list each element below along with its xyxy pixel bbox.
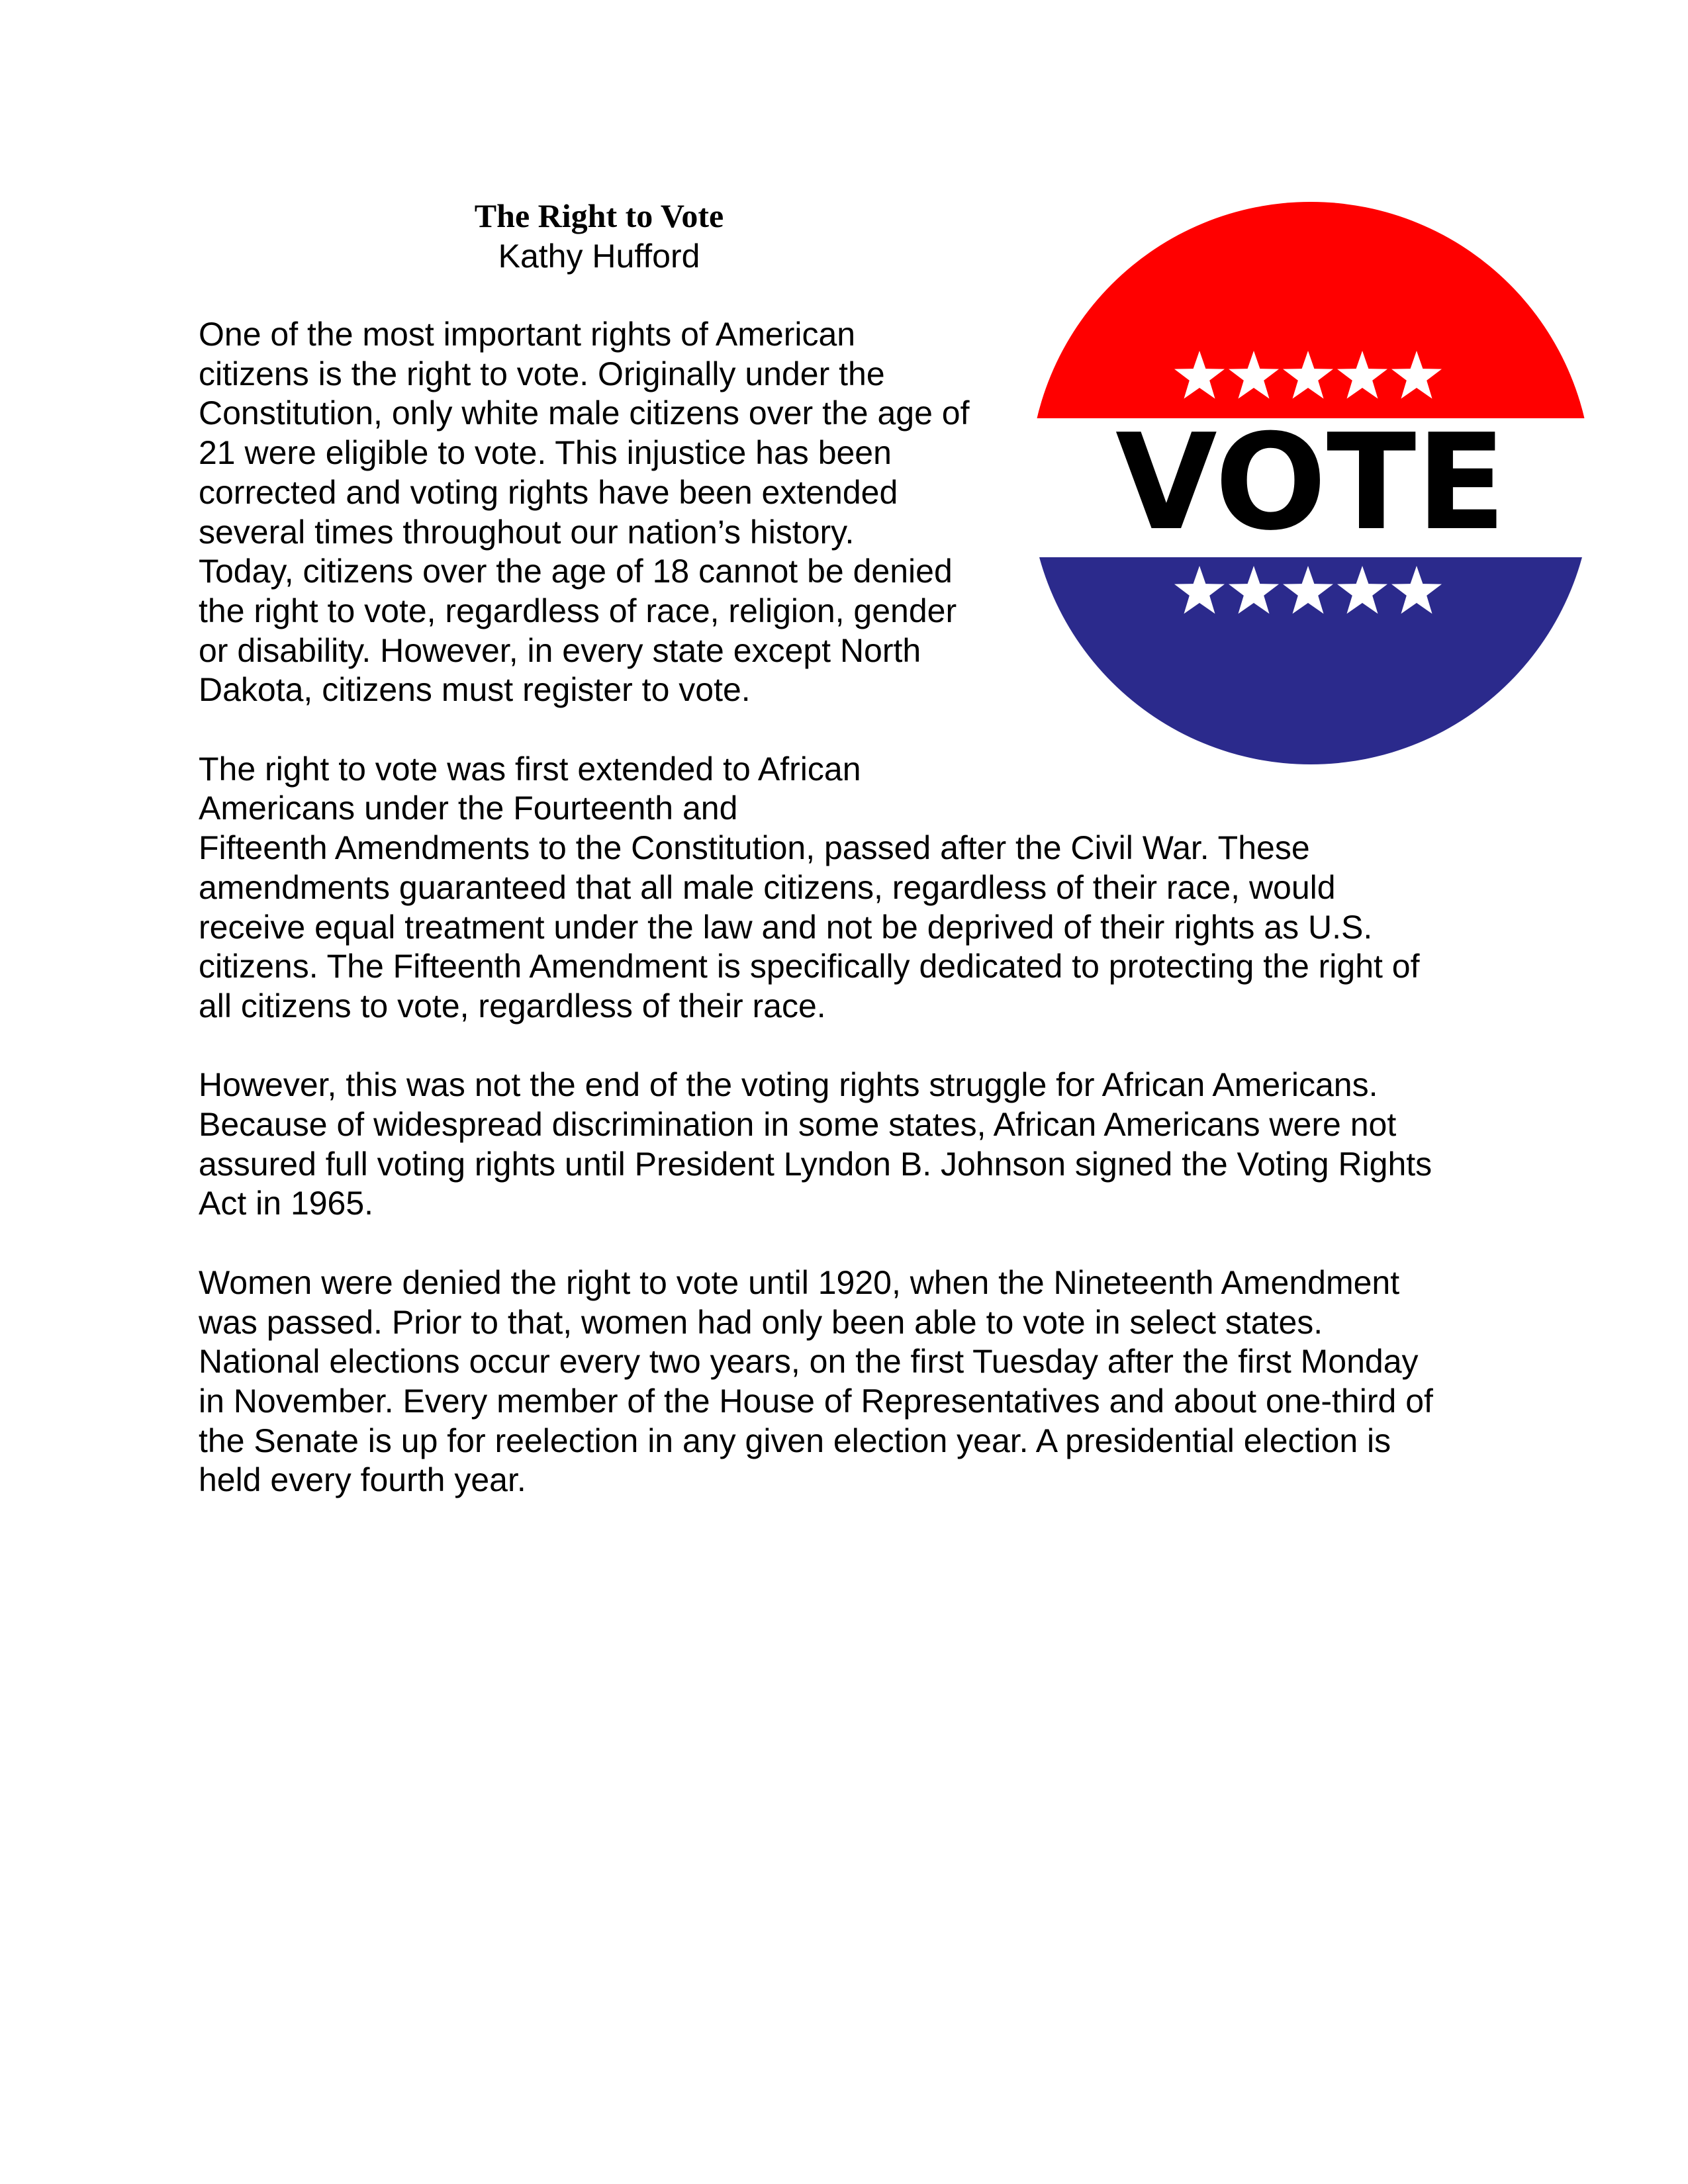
- text-line: corrected and voting rights have been extended: [199, 473, 898, 511]
- text-line: One of the most important rights of American: [199, 316, 856, 353]
- document-header: [199, 195, 1000, 276]
- text-line: Act in 1965.: [199, 1185, 374, 1222]
- text-line: National elections occur every two years, on the first Tuesday after the first Monday: [199, 1343, 1419, 1381]
- text-line: held every fourth year.: [199, 1461, 526, 1499]
- paragraph-1: [199, 315, 1509, 710]
- text-line: citizens is the right to vote. Originally under the: [199, 355, 885, 392]
- text-line: Fifteenth Amendments to the Constitution, passed after the Civil War. These: [199, 829, 1310, 867]
- text-line: assured full voting rights until President Lyndon B. Johnson signed the Voting Rights: [199, 1145, 1432, 1183]
- document-title: The Right to Vote: [474, 197, 724, 234]
- paragraph-4: [199, 1263, 1509, 1500]
- text-line: all citizens to vote, regardless of their race.: [199, 987, 826, 1024]
- text-line: the right to vote, regardless of race, religion, gender: [199, 592, 957, 629]
- text-line: Dakota, citizens must register to vote.: [199, 671, 751, 709]
- text-line: citizens. The Fifteenth Amendment is specifically dedicated to protecting the right of: [199, 948, 1420, 985]
- paragraph-3: [199, 1066, 1509, 1224]
- text-line: was passed. Prior to that, women had only been able to vote in select states.: [199, 1303, 1323, 1341]
- text-line: amendments guaranteed that all male citizens, regardless of their race, would: [199, 868, 1336, 906]
- text-line: the Senate is up for reelection in any given election year. A presidential election is: [199, 1422, 1391, 1459]
- text-line: or disability. However, in every state except North: [199, 631, 921, 669]
- document-body: [199, 315, 1509, 1540]
- text-line: in November. Every member of the House of Representatives and about one-third of: [199, 1382, 1433, 1420]
- badge-vote-text: VOTE: [1115, 406, 1506, 560]
- text-line: Because of widespread discrimination in some states, African Americans were not: [199, 1106, 1397, 1144]
- text-line: receive equal treatment under the law and not be deprived of their rights as U.S.: [199, 908, 1373, 946]
- paragraph-2: [199, 750, 1509, 1026]
- text-line: Constitution, only white male citizens over the age of: [199, 394, 970, 432]
- document-author: Kathy Hufford: [498, 238, 700, 275]
- text-line: several times throughout our nation’s history.: [199, 513, 855, 551]
- text-line: 21 were eligible to vote. This injustice has been: [199, 434, 892, 472]
- text-line: Today, citizens over the age of 18 cannot be denied: [199, 553, 953, 590]
- text-line: Women were denied the right to vote until 1920, when the Nineteenth Amendment: [199, 1263, 1400, 1301]
- text-line: However, this was not the end of the voting rights struggle for African Americans.: [199, 1066, 1378, 1104]
- text-line: The right to vote was first extended to African: [199, 750, 861, 788]
- text-line: Americans under the Fourteenth and: [199, 790, 738, 827]
